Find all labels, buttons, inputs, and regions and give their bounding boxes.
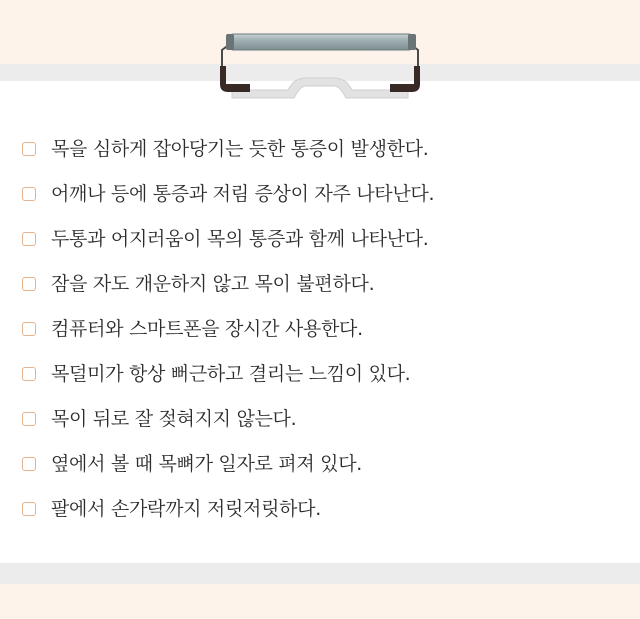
- checklist-item[interactable]: [0, 173, 640, 218]
- checklist-item-label: 목이 뒤로 잘 젖혀지지 않는다.: [51, 408, 297, 430]
- checklist-item-label: 목덜미가 항상 뻐근하고 결리는 느낌이 있다.: [51, 363, 411, 385]
- checkbox[interactable]: [22, 457, 36, 471]
- checklist-item[interactable]: [0, 353, 640, 398]
- checklist-item[interactable]: [0, 443, 640, 488]
- checkbox[interactable]: [22, 277, 36, 291]
- checklist-item[interactable]: [0, 398, 640, 443]
- checkbox[interactable]: [22, 232, 36, 246]
- checkbox[interactable]: [22, 412, 36, 426]
- checklist-item[interactable]: [0, 263, 640, 308]
- checkbox[interactable]: [22, 142, 36, 156]
- checklist-item[interactable]: [0, 218, 640, 263]
- clipboard-clip-icon: [210, 28, 430, 104]
- checklist: [0, 128, 640, 533]
- checkbox[interactable]: [22, 502, 36, 516]
- checklist-item-label: 두통과 어지러움이 목의 통증과 함께 나타난다.: [51, 228, 429, 250]
- checkbox[interactable]: [22, 322, 36, 336]
- checkbox[interactable]: [22, 187, 36, 201]
- bottom-background: [0, 584, 640, 619]
- checklist-item-label: 어깨나 등에 통증과 저림 증상이 자주 나타난다.: [51, 183, 435, 205]
- clipboard-bottom-band: [0, 563, 640, 584]
- checklist-item-label: 옆에서 볼 때 목뼈가 일자로 펴져 있다.: [51, 453, 362, 475]
- checklist-item-label: 컴퓨터와 스마트폰을 장시간 사용한다.: [51, 318, 363, 340]
- checkbox[interactable]: [22, 367, 36, 381]
- checklist-item-label: 잠을 자도 개운하지 않고 목이 불편하다.: [51, 273, 375, 295]
- checklist-item[interactable]: [0, 128, 640, 173]
- checklist-item[interactable]: [0, 308, 640, 353]
- checklist-item-label: 팔에서 손가락까지 저릿저릿하다.: [51, 498, 321, 520]
- checklist-item[interactable]: [0, 488, 640, 533]
- checklist-item-label: 목을 심하게 잡아당기는 듯한 통증이 발생한다.: [51, 138, 429, 160]
